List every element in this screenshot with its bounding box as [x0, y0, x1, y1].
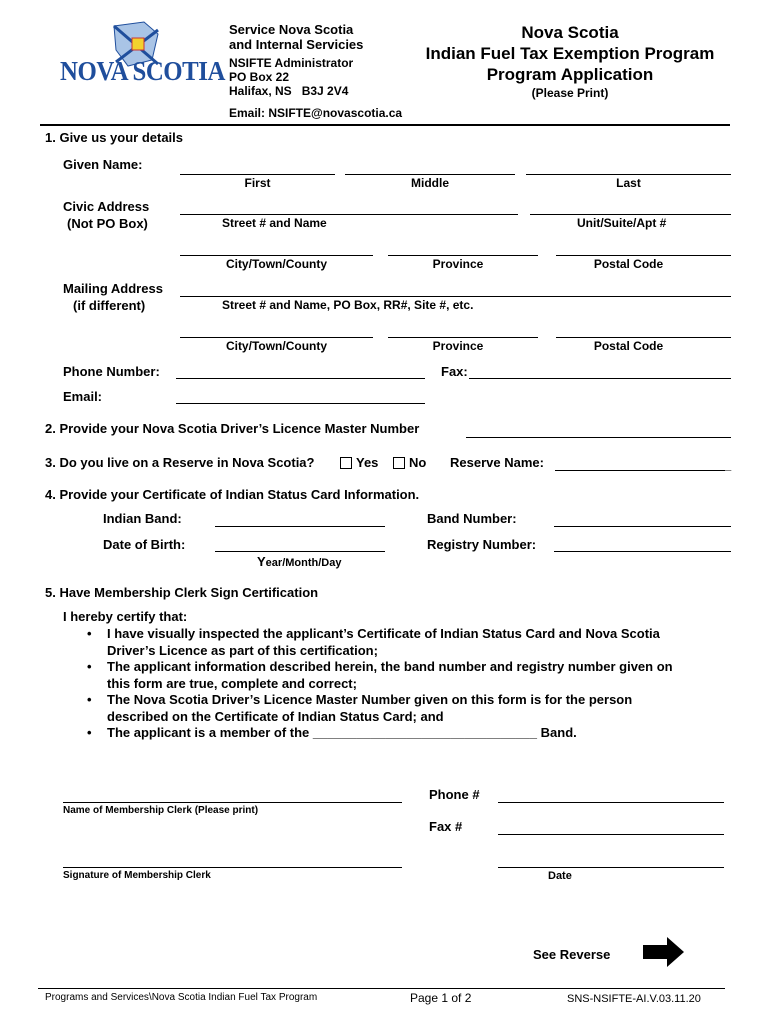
mailing-postal-field[interactable]: [556, 337, 731, 338]
clerk-name-caption: Name of Membership Clerk (Please print): [63, 805, 259, 816]
indian-band-field[interactable]: [215, 526, 385, 527]
email-line: Email: NSIFTE@novascotia.ca: [229, 106, 403, 120]
reserve-name-tail: _: [724, 457, 732, 472]
civic-unit-field[interactable]: [530, 214, 731, 215]
footer-divider: [38, 988, 725, 989]
date-field[interactable]: [498, 867, 724, 868]
please-print: (Please Print): [531, 86, 609, 100]
registry-number-label: Registry Number:: [427, 537, 537, 552]
no-checkbox[interactable]: [393, 457, 405, 469]
clerk-phone-field[interactable]: [498, 802, 724, 803]
mailing-street-field[interactable]: [180, 296, 731, 297]
dob-field[interactable]: [215, 551, 385, 552]
phone-label: Phone Number:: [63, 364, 160, 379]
mailing-street-caption: Street # and Name, PO Box, RR#, Site #, etc.: [222, 298, 474, 312]
section-5-heading: 5. Have Membership Clerk Sign Certification: [45, 585, 319, 600]
last-name-field[interactable]: [526, 174, 731, 175]
title-line-1: Nova Scotia: [521, 23, 619, 42]
section-1-heading: 1. Give us your details: [45, 130, 183, 145]
mailing-address-label: Mailing Address: [63, 281, 163, 296]
see-reverse-label: See Reverse: [533, 947, 611, 962]
date-caption: Date: [548, 870, 572, 882]
form-code: SNS-NSIFTE-AI.V.03.11.20: [567, 993, 701, 1005]
admin-line: NSIFTE Administrator: [229, 56, 354, 70]
page-number: Page 1 of 2: [410, 991, 472, 1005]
first-caption: First: [244, 176, 271, 190]
city-caption: City/Town/County: [225, 257, 328, 271]
civic-postal-field[interactable]: [556, 255, 731, 256]
dob-label: Date of Birth:: [103, 537, 186, 552]
fax-label: Fax:: [441, 364, 468, 379]
yes-label: Yes: [356, 455, 379, 470]
nova-scotia-logo: [58, 20, 225, 90]
right-arrow-icon: [643, 936, 685, 973]
certification-item: • The Nova Scotia Driver’s Licence Master Number given on this form is for the person described on the Certificate of Indian Status Card; and: [87, 692, 633, 724]
mailing-province-field[interactable]: [388, 337, 538, 338]
section-4-heading: 4. Provide your Certificate of Indian Status Card Information.: [45, 487, 420, 502]
office-line-1: Service Nova Scotia: [229, 22, 354, 37]
phone-field[interactable]: [176, 378, 425, 379]
certification-item: • I have visually inspected the applicant’s Certificate of Indian Status Card and Nova Scotia Driver’s Licence as part of this certification;: [87, 626, 660, 658]
licence-number-field[interactable]: [466, 437, 731, 438]
band-name-blank[interactable]: _______________________________: [312, 725, 538, 740]
yes-checkbox[interactable]: [340, 457, 352, 469]
last-caption: Last: [616, 176, 641, 190]
logo-wordmark: NOVA SCOTIA: [60, 56, 225, 86]
civic-address-sub: (Not PO Box): [67, 216, 148, 231]
band-number-label: Band Number:: [427, 511, 517, 526]
unit-caption: Unit/Suite/Apt #: [577, 216, 667, 230]
reserve-yes-option[interactable]: [340, 455, 378, 470]
section-2-heading: 2. Provide your Nova Scotia Driver’s Licence Master Number: [45, 421, 420, 436]
city-line: Halifax, NS B3J 2V4: [229, 84, 349, 98]
footer-program: Programs and Services\Nova Scotia Indian Fuel Tax Program: [45, 992, 318, 1003]
postal-caption: Postal Code: [593, 257, 664, 271]
civic-street-field[interactable]: [180, 214, 518, 215]
city-caption-2: City/Town/County: [225, 339, 328, 353]
reserve-name-field[interactable]: [555, 470, 725, 471]
section-3-heading: 3. Do you live on a Reserve in Nova Scotia?: [45, 455, 315, 470]
email-label: Email:: [63, 389, 103, 404]
mailing-address-sub: (if different): [73, 298, 146, 313]
certify-intro: I hereby certify that:: [63, 609, 188, 624]
middle-name-field[interactable]: [345, 174, 515, 175]
certification-item: • The applicant information described herein, the band number and registry number given on this form are true, complete and correct;: [87, 659, 673, 691]
title-line-2: Indian Fuel Tax Exemption Program: [425, 44, 715, 63]
office-line-2: and Internal Servicies: [229, 37, 364, 52]
indian-band-label: Indian Band:: [103, 511, 182, 526]
no-label: No: [409, 455, 427, 470]
given-name-label: Given Name:: [63, 157, 143, 172]
band-number-field[interactable]: [554, 526, 731, 527]
title-line-3: Program Application: [486, 65, 654, 84]
po-box: PO Box 22: [229, 70, 290, 84]
postal-caption-2: Postal Code: [593, 339, 664, 353]
certification-list: [63, 626, 693, 742]
clerk-name-field[interactable]: [63, 802, 402, 803]
clerk-signature-field[interactable]: [63, 867, 402, 868]
civic-address-label: Civic Address: [63, 199, 150, 214]
reserve-name-label: Reserve Name:: [450, 455, 544, 470]
clerk-phone-label: Phone #: [429, 787, 480, 802]
first-name-field[interactable]: [180, 174, 335, 175]
clerk-fax-field[interactable]: [498, 834, 724, 835]
dob-format-hint: Year/Month/Day: [257, 554, 342, 569]
registry-number-field[interactable]: [554, 551, 731, 552]
province-caption-2: Province: [432, 339, 484, 353]
mailing-city-field[interactable]: [180, 337, 373, 338]
fax-field[interactable]: [469, 378, 731, 379]
clerk-fax-label: Fax #: [429, 819, 463, 834]
header-divider: [40, 124, 730, 126]
province-caption: Province: [432, 257, 484, 271]
signature-caption: Signature of Membership Clerk: [63, 870, 211, 881]
email-field[interactable]: [176, 403, 425, 404]
civic-province-field[interactable]: [388, 255, 538, 256]
certification-item: • The applicant is a member of the _______________________________ Band.: [87, 725, 577, 740]
reserve-no-option[interactable]: [393, 455, 426, 470]
civic-city-field[interactable]: [180, 255, 373, 256]
middle-caption: Middle: [411, 176, 449, 190]
street-caption: Street # and Name: [222, 216, 327, 230]
